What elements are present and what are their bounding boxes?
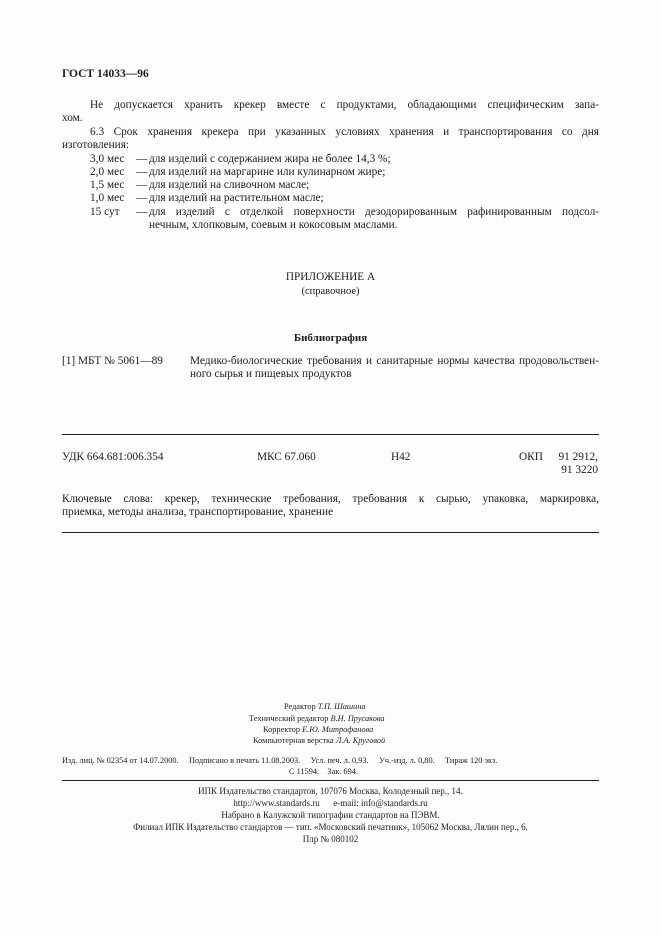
credit-name: Л.А. Круговой bbox=[335, 736, 386, 745]
storage-dash: — bbox=[136, 179, 148, 191]
publisher-line-2: http://www.standards.ru e-mail: info@standards.ru bbox=[233, 798, 428, 808]
credit-name: Т.П. Шашина bbox=[317, 702, 366, 711]
credit-label: Технический редактор bbox=[249, 714, 329, 723]
divider bbox=[62, 780, 599, 781]
keywords-line-1: Ключевые слова: крекер, технические требования, требования к сырью, упаковка, маркировка, bbox=[62, 493, 599, 505]
paragraph-2-line-1: 6.3 Срок хранения крекера при указанных условиях хранения и транспортирования со дня bbox=[90, 126, 599, 138]
reference-text-line-1: Медико-биологические требования и санитарные нормы качества продовольствен- bbox=[190, 355, 599, 367]
storage-text: для изделий на сливочном масле; bbox=[149, 179, 310, 191]
udk-code: УДК 664.681:006.354 bbox=[62, 451, 164, 463]
keywords-line-2: приемка, методы анализа, транспортирование, хранение bbox=[62, 506, 333, 518]
document-code: ГОСТ 14033—96 bbox=[62, 68, 149, 80]
storage-text: для изделий на растительном масле; bbox=[149, 192, 324, 204]
paragraph-2-line-2: изготовления: bbox=[62, 139, 130, 151]
credit-layout bbox=[253, 735, 385, 747]
storage-term: 3,0 мес bbox=[90, 153, 125, 165]
imprint-line-1: Изд. лиц. № 02354 от 14.07.2000. Подписано в печать 11.08.2003. Усл. печ. л. 0,93. Уч.-изд. л. 0,80. Тираж 120 экз. bbox=[62, 756, 498, 765]
credit-label: Редактор bbox=[284, 702, 316, 711]
appendix-title: ПРИЛОЖЕНИЕ А bbox=[285, 271, 376, 283]
publisher-line-5: Плр № 080102 bbox=[302, 834, 359, 844]
credit-name: В.Н. Прусакова bbox=[330, 714, 385, 723]
storage-term: 1,5 мес bbox=[90, 179, 125, 191]
okp-label: ОКП bbox=[519, 451, 543, 463]
reference-number: [1] МБТ № 5061—89 bbox=[62, 355, 163, 367]
reference-text-line-2: ного сырья и пищевых продуктов bbox=[190, 368, 352, 380]
credit-corrector bbox=[263, 724, 373, 736]
bibliography-heading: Библиография bbox=[293, 332, 368, 344]
publisher-line-1: ИПК Издательство стандартов, 107076 Москва, Колодезный пер., 14. bbox=[198, 786, 463, 796]
storage-text-continuation: нечным, хлопковым, соевым и кокосовым маслами. bbox=[149, 219, 398, 231]
storage-text: для изделий с отделкой поверхности дезодорированным рафинированным подсол- bbox=[149, 206, 599, 218]
storage-dash: — bbox=[136, 206, 148, 218]
storage-text: для изделий с содержанием жира не более 14,3 %; bbox=[149, 153, 391, 165]
storage-dash: — bbox=[136, 153, 148, 165]
storage-term: 1,0 мес bbox=[90, 192, 125, 204]
storage-term: 15 сут bbox=[90, 206, 120, 218]
credit-label: Компьютерная верстка bbox=[253, 736, 334, 745]
imprint-line-2: С 11594. Зак. 694. bbox=[289, 767, 358, 776]
storage-dash: — bbox=[136, 192, 148, 204]
divider bbox=[62, 532, 599, 533]
credit-tech-editor bbox=[249, 713, 385, 725]
storage-dash: — bbox=[136, 166, 148, 178]
credit-name: Е.Ю. Митрофанова bbox=[302, 725, 374, 734]
okp-code-1: 91 2912, bbox=[558, 451, 598, 463]
storage-term: 2,0 мес bbox=[90, 166, 125, 178]
mks-code: МКС 67.060 bbox=[257, 451, 316, 463]
okp-code-2: 91 3220 bbox=[561, 464, 598, 476]
divider bbox=[62, 434, 599, 435]
publisher-line-4: Филиал ИПК Издательство стандартов — тип. «Московский печатник», 105062 Москва, Лялин пер., 6. bbox=[133, 822, 528, 832]
publisher-line-3: Набрано в Калужской типографии стандартов на ПЭВМ. bbox=[221, 810, 440, 820]
paragraph-1-line-1: Не допускается хранить крекер вместе с продуктами, обладающими специфическим запа- bbox=[90, 99, 599, 111]
paragraph-1-line-2: хом. bbox=[62, 112, 83, 124]
credit-label: Корректор bbox=[263, 725, 300, 734]
credit-editor bbox=[284, 701, 366, 713]
category-code: Н42 bbox=[391, 451, 411, 463]
storage-text: для изделий на маргарине или кулинарном жире; bbox=[149, 166, 386, 178]
appendix-subtitle: (справочное) bbox=[301, 286, 360, 297]
